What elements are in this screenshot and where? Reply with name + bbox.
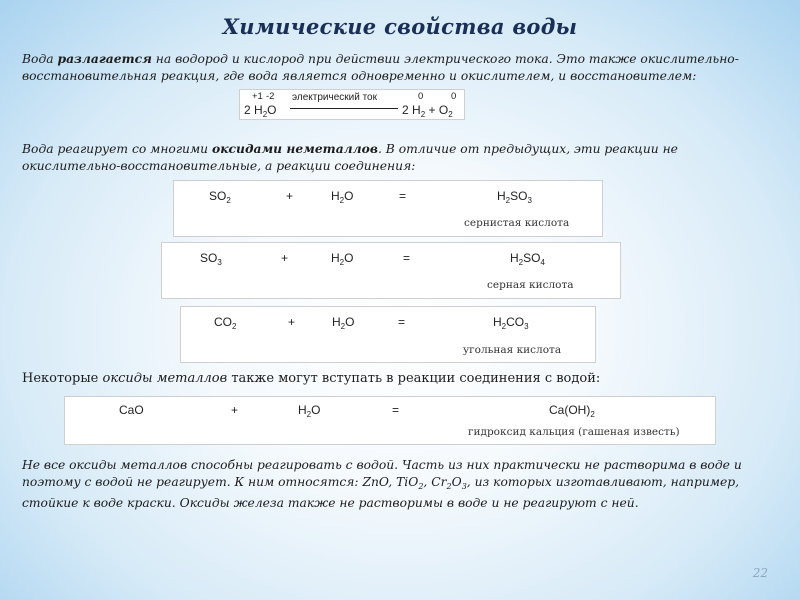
equation-box-so2 xyxy=(173,180,603,237)
eq2-product: $H_2SO_4$ xyxy=(510,251,545,267)
eq2-equals: = xyxy=(403,251,411,265)
para3-text-after: также могут вступать в реакции соединения с водой: xyxy=(227,371,601,386)
slide-title: Химические свойства воды xyxy=(222,14,578,39)
eq3-product: $H_2CO_3$ xyxy=(493,315,529,331)
eq2-oxide: $SO_3$ xyxy=(200,251,222,267)
cao-plus: + xyxy=(231,403,239,417)
eq1-plus: + xyxy=(286,189,294,203)
eq1-oxide: $SO_2$ xyxy=(209,189,231,205)
para4-text2: , Cr xyxy=(423,475,447,489)
paragraph-metal-oxides xyxy=(22,370,767,387)
eq1-product: $H_2SO_3$ xyxy=(497,189,532,205)
decomposition-reaction-box xyxy=(239,89,465,120)
reaction-products: 2 $H_2 + O_2$ xyxy=(402,103,453,119)
cao-equals: = xyxy=(392,403,400,417)
eq1-product-name: сернистая кислота xyxy=(464,217,570,229)
ox-state-h: +1 xyxy=(252,91,263,102)
paragraph-insoluble-oxides xyxy=(22,457,767,512)
reactant-water: 2 $H_2O$ xyxy=(244,103,277,119)
eq1-equals: = xyxy=(399,189,407,203)
para4-sub1: 2 xyxy=(418,482,424,491)
page-number: 22 xyxy=(752,566,768,580)
eq3-oxide: $CO_2$ xyxy=(214,315,237,331)
para4-text1: Не все оксиды металлов способны реагировать с водой. Часть из них практически не растворима в воде и поэтому с водой не реагирует. К ним относятся: ZnO, TiO xyxy=(22,458,742,489)
paragraph-decomposition xyxy=(22,50,767,85)
ox-state-o2: 0 xyxy=(451,91,457,102)
paragraph-nonmetal-oxides xyxy=(22,140,767,175)
ox-state-h2: 0 xyxy=(418,91,424,102)
cao-oxide: CaO xyxy=(119,403,144,417)
para1-text-before: Вода xyxy=(22,52,58,66)
eq2-product-name: серная кислота xyxy=(487,279,574,291)
equation-box-cao xyxy=(64,396,716,445)
ox-state-o: -2 xyxy=(266,91,275,102)
cao-product-name: гидроксид кальция (гашеная известь) xyxy=(468,426,680,438)
equation-box-co2 xyxy=(180,306,596,363)
eq2-plus: + xyxy=(281,251,289,265)
para2-bold: оксидами неметаллов xyxy=(212,141,378,156)
para3-text-before: Некоторые xyxy=(22,371,103,386)
eq3-plus: + xyxy=(288,315,296,329)
eq2-water: $H_2O$ xyxy=(331,251,354,267)
cao-product: $Ca(OH)_2$ xyxy=(549,403,595,419)
para4-text4: , из которых изготавливают, например, стойкие к воде краски. Оксиды железа также не растворимы в воде и не реагируют с ней. xyxy=(22,475,740,510)
para3-italic: оксиды металлов xyxy=(102,371,228,386)
cao-water: $H_2O$ xyxy=(298,403,321,419)
eq3-water: $H_2O$ xyxy=(332,315,355,331)
para1-text-after: на водород и кислород при действии электрического тока. Это также окислительно-восстановительная реакция, где вода является одновременно и окислителем, и восстановителем: xyxy=(22,52,739,83)
reaction-arrow xyxy=(290,108,398,109)
equation-box-so3 xyxy=(161,242,621,299)
para4-sub2: 2 xyxy=(446,482,452,491)
para1-bold: разлагается xyxy=(57,51,152,66)
eq3-equals: = xyxy=(398,315,406,329)
eq3-product-name: угольная кислота xyxy=(463,344,562,356)
reaction-condition: электрический ток xyxy=(292,92,377,103)
para4-sub3: 3 xyxy=(461,482,467,491)
para4-text3: O xyxy=(451,475,462,489)
para2-text-before: Вода реагирует со многими xyxy=(22,142,212,156)
eq1-water: $H_2O$ xyxy=(331,189,354,205)
para2-text-after: . В отличие от предыдущих, эти реакции не окислительно-восстановительные, а реакции соединения: xyxy=(22,142,678,173)
